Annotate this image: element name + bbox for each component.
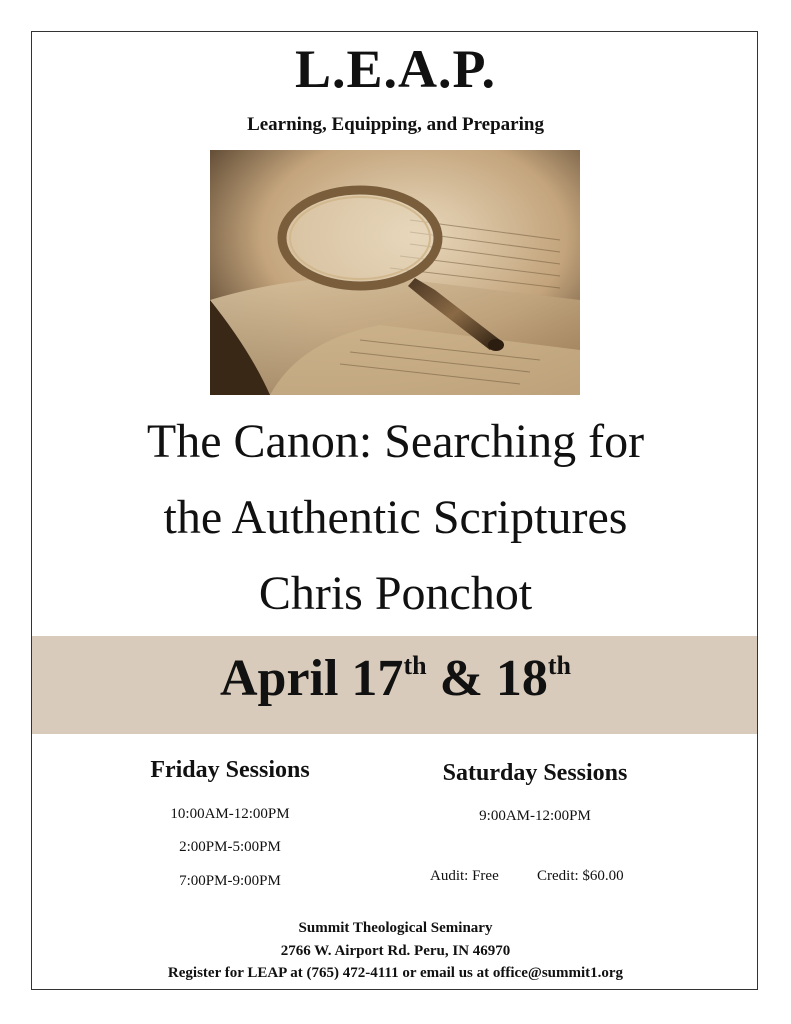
saturday-session: 9:00AM-12:00PM [479, 808, 591, 824]
date-suffix-1: th [403, 651, 427, 680]
date-suffix-2: th [547, 651, 572, 680]
speaker-name: Chris Ponchot [258, 567, 533, 620]
friday-session: 7:00PM-9:00PM [179, 873, 281, 889]
registration-info: Register for LEAP at (765) 472-4111 or email us at office@summit1.org [167, 965, 624, 981]
magnifying-glass-icon [210, 150, 580, 395]
friday-heading: Friday Sessions [150, 757, 310, 783]
audit-price: Audit: Free [430, 868, 499, 884]
seminary-address: 2766 W. Airport Rd. Peru, IN 46970 [280, 943, 511, 959]
friday-session: 10:00AM-12:00PM [170, 806, 290, 822]
date-part-2: & 18 [426, 650, 548, 707]
page-subtitle: Learning, Equipping, and Preparing [247, 114, 544, 135]
seminary-name: Summit Theological Seminary [298, 920, 493, 936]
credit-price: Credit: $60.00 [537, 868, 624, 884]
date-part-1: April 17 [219, 650, 404, 707]
event-title-line-1: The Canon: Searching for [146, 415, 645, 468]
saturday-heading: Saturday Sessions [442, 760, 628, 786]
friday-session: 2:00PM-5:00PM [179, 839, 281, 855]
event-date [0, 650, 791, 707]
event-title-line-2: the Authentic Scriptures [163, 491, 628, 544]
page-title: L.E.A.P. [294, 39, 497, 99]
